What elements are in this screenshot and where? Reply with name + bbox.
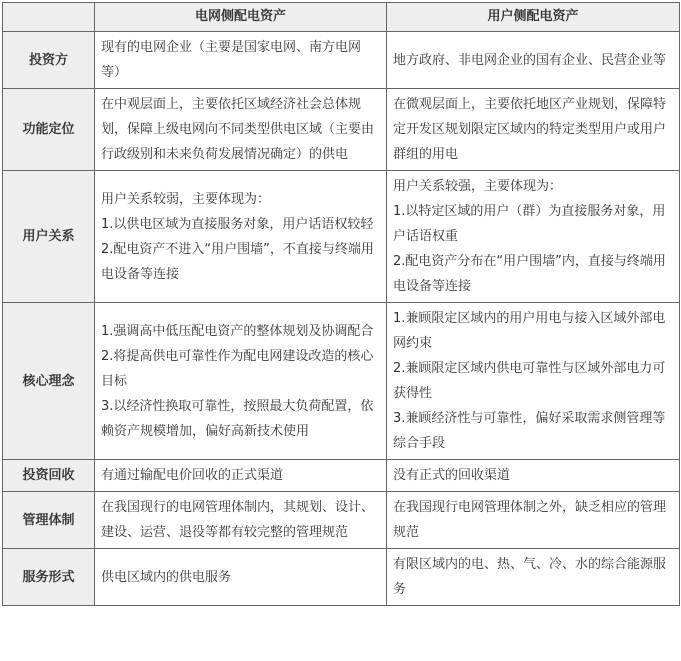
cell-grid-side <box>95 460 387 492</box>
cell-line: 在微观层面上，主要依托地区产业规划，保障特定开发区规划限定区域内的特定类型用户或用户群组的用电 <box>393 97 667 162</box>
cell-user-side <box>387 460 680 492</box>
table-row-core-concept <box>3 303 680 460</box>
cell-line: 2.配电资产分布在“用户围墙”内，直接与终端用电设备等连接 <box>393 254 666 294</box>
row-label: 管理体制 <box>3 492 95 549</box>
cell-user-side <box>387 549 680 606</box>
header-grid-side: 电网侧配电资产 <box>95 3 387 32</box>
cell-line: 现有的电网企业（主要是国家电网、南方电网等） <box>101 40 362 80</box>
cell-line: 1.以特定区域的用户（群）为直接服务对象，用户话语权重 <box>393 204 666 244</box>
table-row-function <box>3 89 680 171</box>
row-label: 核心理念 <box>3 303 95 460</box>
cell-line: 供电区域内的供电服务 <box>101 569 232 585</box>
cell-line: 3.以经济性换取可靠性，按照最大负荷配置，依赖资产规模增加，偏好高新技术使用 <box>101 398 374 439</box>
row-label: 投资回收 <box>3 460 95 492</box>
cell-line: 用户关系较弱，主要体现为： <box>101 191 271 207</box>
cell-line: 没有正式的回收渠道 <box>393 468 511 483</box>
cell-grid-side <box>95 171 387 303</box>
cell-line: 用户关系较强，主要体现为： <box>393 179 563 194</box>
cell-line: 2.将提高供电可靠性作为配电网建设改造的核心目标 <box>101 348 374 389</box>
header-user-side: 用户侧配电资产 <box>387 3 680 32</box>
table-row-user-relation <box>3 171 680 303</box>
cell-grid-side <box>95 303 387 460</box>
cell-user-side <box>387 492 680 549</box>
cell-line: 2.配电资产不进入“用户围墙”，不直接与终端用电设备等连接 <box>101 241 374 282</box>
cell-user-side <box>387 32 680 89</box>
cell-line: 有限区域内的电、热、气、冷、水的综合能源服务 <box>393 557 667 597</box>
cell-grid-side <box>95 492 387 549</box>
cell-user-side <box>387 171 680 303</box>
row-label: 投资方 <box>3 32 95 89</box>
cell-grid-side <box>95 32 387 89</box>
cell-line: 有通过输配电价回收的正式渠道 <box>101 468 284 483</box>
cell-user-side <box>387 89 680 171</box>
cell-line: 3.兼顾经济性与可靠性，偏好采取需求侧管理等综合手段 <box>393 411 666 451</box>
table-row-investor <box>3 32 680 89</box>
cell-line: 1.以供电区域为直接服务对象，用户话语权较轻 <box>101 216 374 232</box>
cell-grid-side <box>95 89 387 171</box>
cell-line: 2.兼顾限定区域内供电可靠性与区域外部电力可获得性 <box>393 361 666 401</box>
cell-line: 地方政府、非电网企业的国有企业、民营企业等 <box>393 52 667 68</box>
table-row-management <box>3 492 680 549</box>
row-label: 服务形式 <box>3 549 95 606</box>
cell-user-side <box>387 303 680 460</box>
cell-line: 1.兼顾限定区域内的用户用电与接入区域外部电网约束 <box>393 311 666 351</box>
header-corner <box>3 3 95 32</box>
cell-line: 在我国现行的电网管理体制内，其规划、设计、建设、运营、退役等都有较完整的管理规范 <box>101 500 375 540</box>
cell-line: 在中观层面上，主要依托区域经济社会总体规划，保障上级电网向不同类型供电区域（主要由行政级别和未来负荷发展情况确定）的供电 <box>101 97 375 162</box>
row-label: 功能定位 <box>3 89 95 171</box>
header-row <box>3 3 680 32</box>
table-row-service-form <box>3 549 680 606</box>
cell-line: 1.强调高中低压配电资产的整体规划及协调配合 <box>101 323 374 339</box>
row-label: 用户关系 <box>3 171 95 303</box>
comparison-table <box>2 2 680 606</box>
cell-grid-side <box>95 549 387 606</box>
cell-line: 在我国现行电网管理体制之外，缺乏相应的管理规范 <box>393 500 667 540</box>
table-row-investment-return <box>3 460 680 492</box>
